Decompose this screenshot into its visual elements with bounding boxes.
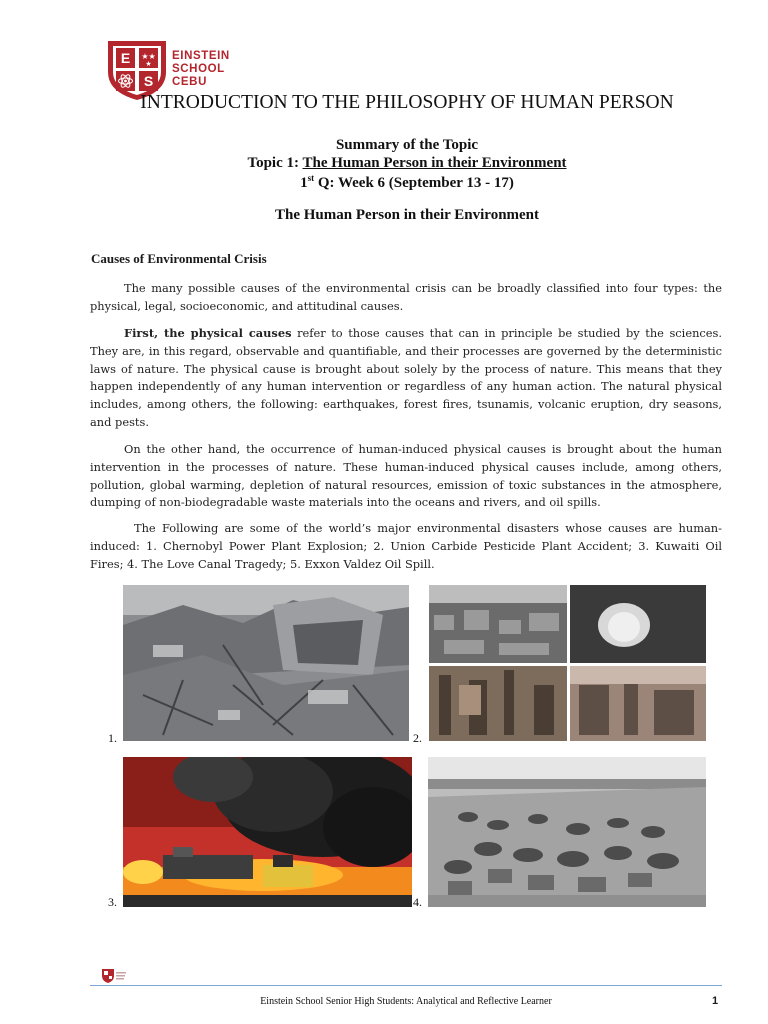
svg-text:S: S bbox=[143, 73, 154, 89]
section-subtitle: The Human Person in their Environment bbox=[274, 207, 540, 223]
paragraph-disasters: The Following are some of the world’s major environmental disasters whose causes are human-induced: 1. Chernobyl Power Plant Explosion; 2. Union Carbide Pesticide Plant Accident; 3. Kuwaiti Oil Fires; 4. The Love Canal Tragedy; 5. Exxon Valdez Oil Spill. bbox=[90, 521, 722, 571]
svg-text:★★: ★★ bbox=[141, 52, 156, 61]
topic-name: The Human Person in their Environment bbox=[302, 155, 567, 171]
paragraph-intro: The many possible causes of the environmental crisis can be broadly classified into four types: the physical, legal, socioeconomic, and attitudinal causes. bbox=[90, 281, 722, 313]
photo-caption-3: 3. bbox=[108, 895, 117, 909]
summary-label: Summary of the Topic bbox=[335, 137, 479, 153]
photo-love-canal bbox=[428, 757, 706, 907]
svg-text:★: ★ bbox=[145, 60, 152, 68]
footer-text: Einstein School Senior High Students: Analytical and Reflective Learner bbox=[260, 996, 552, 1007]
photo-kuwait-oil-fires bbox=[123, 757, 412, 907]
footer-divider bbox=[90, 985, 722, 986]
paragraph-physical-causes: First, the physical causes refer to those causes that can in principle be studied by the sciences. They are, in this regard, observable and quantifiable, and their processes are governed by the deterministic laws of nature. The physical cause is brought about solely by the process of nature. This means that they happen independently of any human intervention or regardless of any human action. The natural physical includes, among others, the following: earthquakes, forest fires, tsunamis, volcanic eruption, dry seasons, and pests. bbox=[90, 326, 722, 429]
photo-caption-1: 1. bbox=[108, 731, 117, 745]
week-line: 1st Q: Week 6 (September 13 - 17) bbox=[300, 173, 514, 191]
photo-bhopal-collage bbox=[429, 585, 706, 741]
photo-chernobyl bbox=[123, 585, 409, 741]
page-number: 1 bbox=[712, 995, 719, 1007]
paragraph-human-induced: On the other hand, the occurrence of human-induced physical causes is brought about the human intervention in the processes of nature. These human-induced physical causes include, among others, pollution, global warming, depletion of natural resources, emission of toxic substances in the atmosphere, dumping of non-biodegradable waste materials into the oceans and rivers, and oil spills. bbox=[90, 442, 722, 510]
photo-caption-4: 4. bbox=[413, 895, 422, 909]
school-name: EINSTEIN SCHOOL CEBU bbox=[172, 50, 230, 88]
svg-text:E: E bbox=[120, 50, 131, 66]
page-title: INTRODUCTION TO THE PHILOSOPHY OF HUMAN PERSON bbox=[140, 92, 674, 113]
section-heading: Causes of Environmental Crisis bbox=[91, 251, 267, 266]
topic-line: Topic 1: The Human Person in their Environment bbox=[247, 155, 567, 171]
photo-caption-2: 2. bbox=[413, 731, 422, 745]
